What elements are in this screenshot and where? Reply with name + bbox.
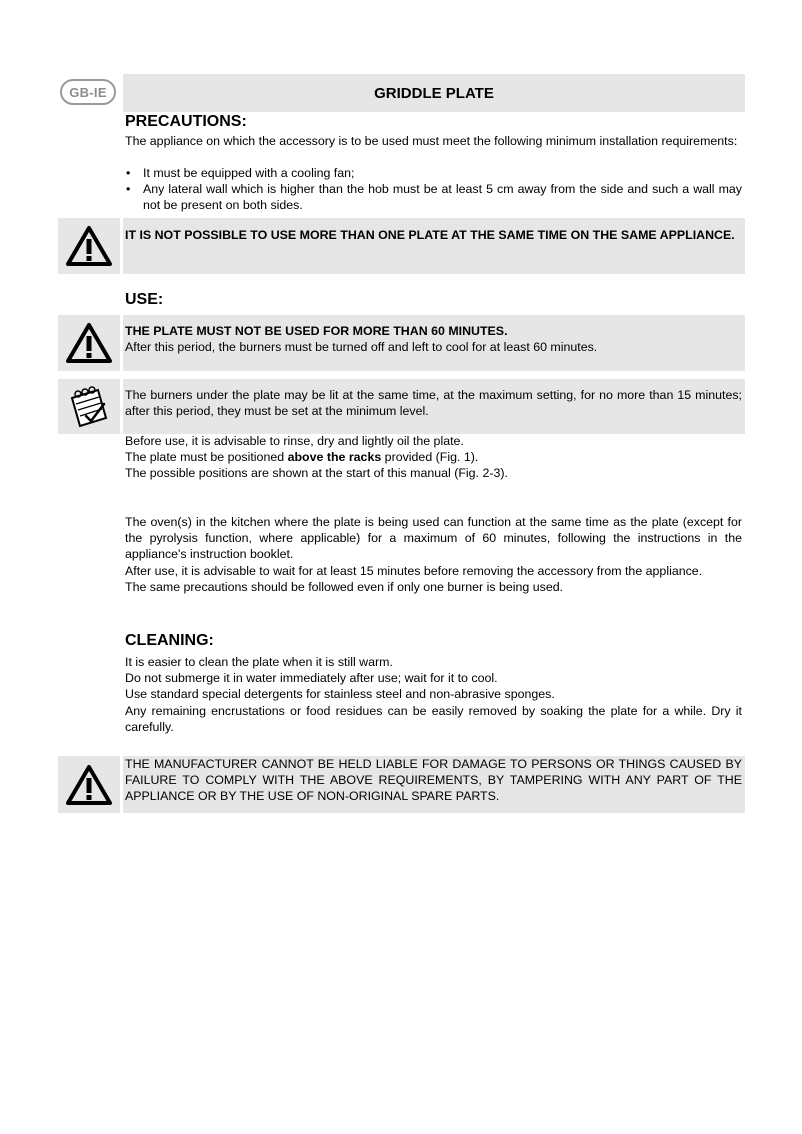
warning-text: IT IS NOT POSSIBLE TO USE MORE THAN ONE PLATE AT THE SAME TIME ON THE SAME APPLIANCE. [125,228,735,242]
page-title: GRIDDLE PLATE [123,74,745,112]
warning-icon-box [58,315,120,371]
precautions-intro: The appliance on which the accessory is to be used must meet the following minimum installation requirements: [125,134,738,148]
use-paragraphs [125,514,742,595]
use-line-2-bold: above the racks [287,450,382,465]
use-para-1: The oven(s) in the kitchen where the plate is being used can function at the same time as the plate (except for the pyrolysis function, where applicable) for a maximum of 60 minutes, following the instructions in the appliance's instruction booklet. [125,515,742,562]
use-line-2 [125,449,742,465]
note-text: The burners under the plate may be lit at the same time, at the maximum setting, for no more than 15 minutes; after this period, they must be set at the minimum level. [125,388,742,419]
use-line-2-post: provided (Fig. 1). [381,450,479,465]
use-line-3: The possible positions are shown at the start of this manual (Fig. 2-3). [125,466,508,481]
region-badge: GB-IE [60,79,116,105]
warning-bold-text: THE PLATE MUST NOT BE USED FOR MORE THAN 60 MINUTES. [125,324,508,338]
warning-triangle-icon [64,321,114,365]
cleaning-text [125,654,742,735]
cleaning-line: Use standard special detergents for stainless steel and non-abrasive sponges. [125,687,555,702]
cleaning-heading: CLEANING: [125,632,214,649]
cleaning-line: Do not submerge it in water immediately after use; wait for it to cool. [125,671,498,686]
use-line-2-pre: The plate must be positioned [125,450,288,465]
warning-triangle-icon [64,763,114,807]
precautions-heading: PRECAUTIONS: [125,113,247,130]
warning-detail-text: After this period, the burners must be turned off and left to cool for at least 60 minutes. [125,340,598,355]
precautions-list [125,165,742,214]
cleaning-line: It is easier to clean the plate when it is still warm. [125,655,393,669]
use-instructions [125,433,742,482]
note-icon-box [58,379,120,434]
notepad-icon [64,384,114,430]
warning-icon-box [58,756,120,813]
cleaning-line: Any remaining encrustations or food residues can be easily removed by soaking the plate for a while. Dry it carefully. [125,703,742,734]
use-heading: USE: [125,291,164,308]
warning-icon-box [58,218,120,274]
note-box [123,379,745,434]
liability-warning-text: THE MANUFACTURER CANNOT BE HELD LIABLE FOR DAMAGE TO PERSONS OR THINGS CAUSED BY FAILURE TO COMPLY WITH THE ABOVE REQUIREMENTS, BY TAMPERING WITH ANY PART OF THE APPLIANCE OR BY THE USE OF NON-ORIGINAL SPARE PARTS. [125,757,742,804]
use-para-3: The same precautions should be followed even if only one burner is being used. [125,579,564,594]
warning-box-liability [123,756,745,813]
list-item: • Any lateral wall which is higher than the hob must be at least 5 cm away from the side and such a wall may not be present on both sides. [125,181,742,213]
warning-box-precautions [123,218,745,274]
use-line-1: Before use, it is advisable to rinse, dry and lightly oil the plate. [125,434,464,448]
list-item: • It must be equipped with a cooling fan; [125,165,742,181]
use-para-2: After use, it is advisable to wait for at least 15 minutes before removing the accessory from the appliance. [125,563,703,578]
warning-triangle-icon [64,224,114,268]
warning-box-use [123,315,745,371]
